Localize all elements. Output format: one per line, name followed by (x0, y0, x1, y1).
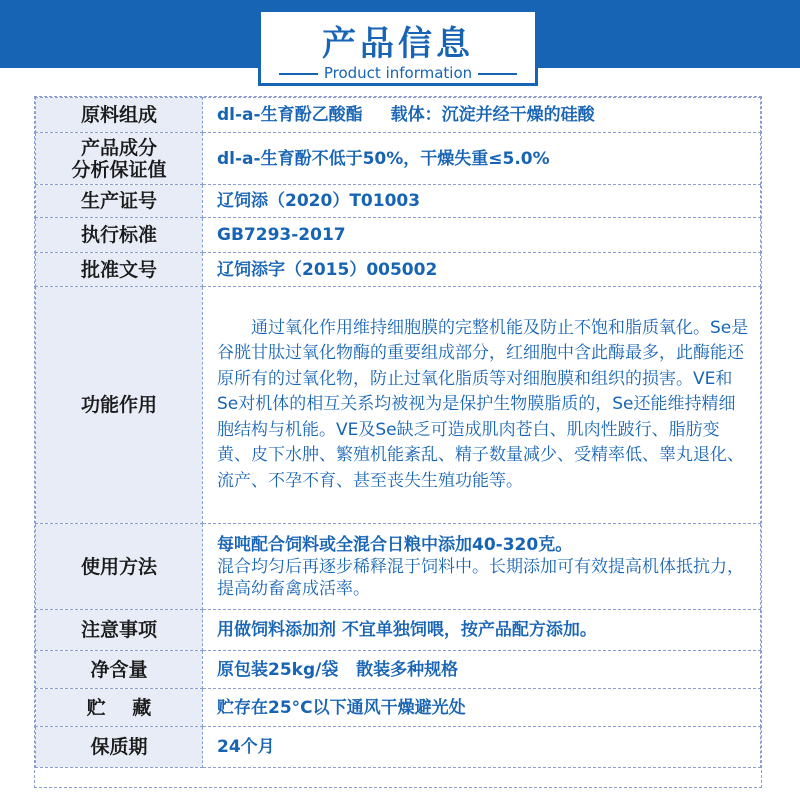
label-approval: 批准文号 (36, 253, 203, 287)
value-shelf: 24个月 (203, 727, 761, 768)
value-function: 通过氧化作用维持细胞膜的完整机能及防止不饱和脂质氧化。Se是谷胱甘肽过氧化物酶的重要组成部分，红细胞中含此酶最多，此酶能还原所有的过氧化物，防止过氧化脂质等对细胞膜和组织的损害。VE和Se对机体的相互关系均被视为是保护生物膜脂质的，Se还能维持精细胞结构与机能。VE及Se缺乏可造成肌肉苍白、肌肉性跛行、脂肪变黄、皮下水肿、繁殖机能紊乱、精子数量减少、受精率低、睾丸退化、流产、不孕不育、甚至丧失生殖功能等。 (203, 287, 761, 524)
label-notes: 注意事项 (36, 610, 203, 651)
label-storage: 贮 藏 (36, 689, 203, 727)
table-row-storage (36, 689, 761, 727)
value-notes: 用做饲料添加剂 不宜单独饲喂，按产品配方添加。 (203, 610, 761, 651)
product-info-table (34, 96, 762, 788)
table-row-license (36, 185, 761, 218)
table-row-approval (36, 253, 761, 287)
value-license: 辽饲添（2020）T01003 (203, 185, 761, 218)
label-composition: 原料组成 (36, 98, 203, 133)
value-approval: 辽饲添字（2015）005002 (203, 253, 761, 287)
table-row-function (36, 287, 761, 524)
label-function: 功能作用 (36, 287, 203, 524)
value-net: 原包装25kg/袋 散装多种规格 (203, 651, 761, 689)
label-standard: 执行标准 (36, 218, 203, 253)
value-standard: GB7293-2017 (203, 218, 761, 253)
page-title: 产品信息 (322, 24, 474, 64)
table-row-shelf (36, 727, 761, 768)
table-row-usage (36, 524, 761, 610)
value-usage: 每吨配合饲料或全混合日粮中添加40-320克。 混合均匀后再逐步稀释混于饲料中。长期添加可有效提高机体抵抗力，提高幼畜禽成活率。 (203, 524, 761, 610)
table-row-net (36, 651, 761, 689)
table-row-standard (36, 218, 761, 253)
title-box (258, 9, 538, 86)
value-storage: 贮存在25°C以下通风干燥避光处 (203, 689, 761, 727)
value-analysis: dl-a-生育酚不低于50%，干燥失重≤5.0% (203, 133, 761, 185)
label-usage: 使用方法 (36, 524, 203, 610)
label-analysis: 产品成分 分析保证值 (36, 133, 203, 185)
label-net: 净含量 (36, 651, 203, 689)
table-row-composition (36, 98, 761, 133)
value-composition: dl-a-生育酚乙酸酯 载体：沉淀并经干燥的硅酸 (203, 98, 761, 133)
table-row-notes (36, 610, 761, 651)
label-license: 生产证号 (36, 185, 203, 218)
page-subtitle: Product information (261, 64, 535, 82)
table-row-analysis (36, 133, 761, 185)
label-shelf: 保质期 (36, 727, 203, 768)
